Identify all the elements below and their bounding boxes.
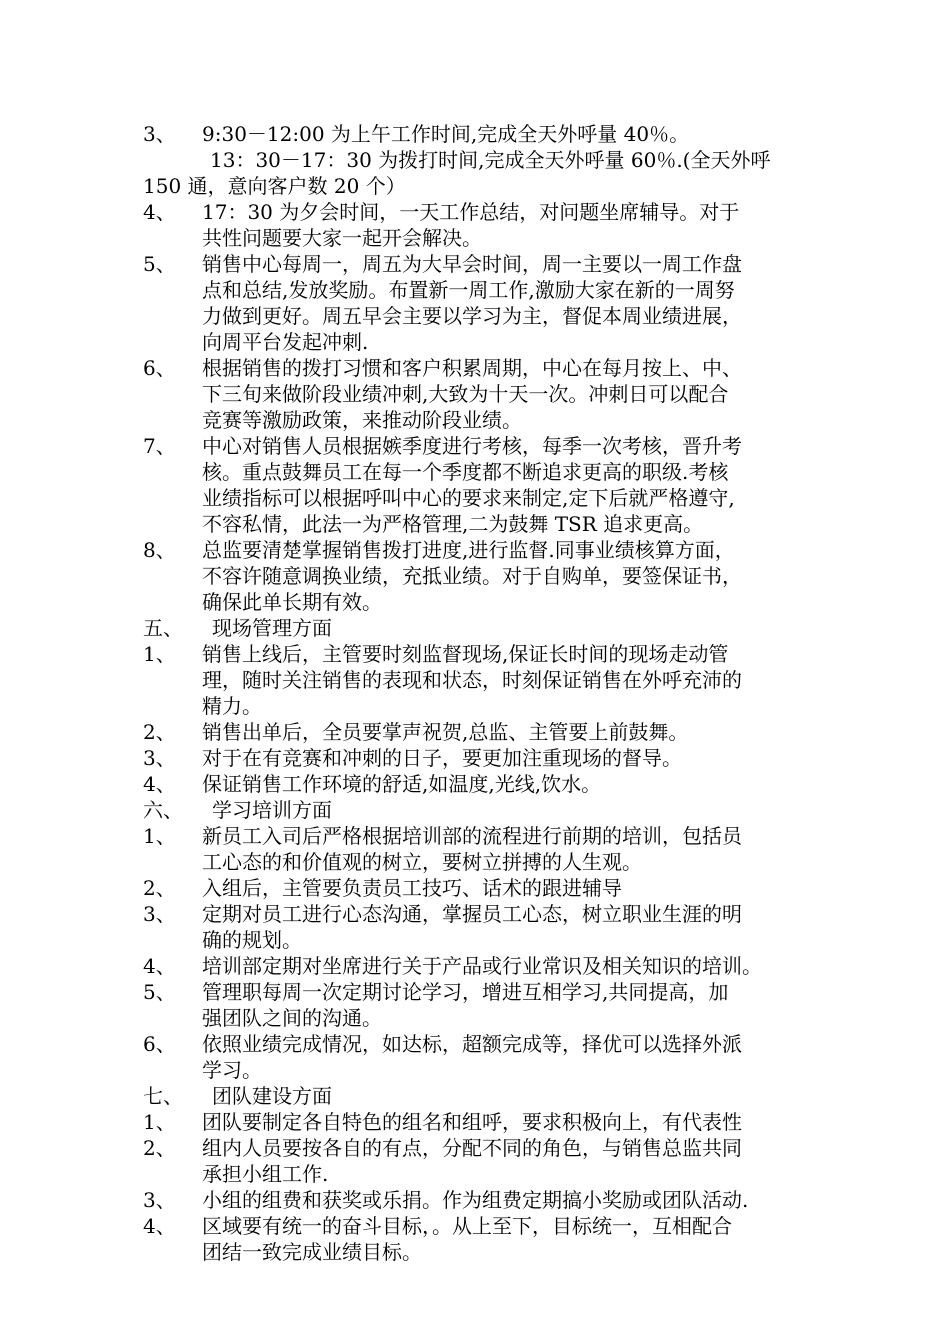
line-text: 组内人员要按各自的有点，分配不同的角色，与销售总监共同 [202,1136,742,1160]
line-text: 不容许随意调换业绩，充抵业绩。对于自购单，要签保证书， [202,564,742,588]
line-text: 团队要制定各自特色的组名和组呼，要求积极向上，有代表性 [202,1110,742,1134]
item-number: 5、 [143,980,176,1004]
section-title: 学习培训方面 [212,798,332,822]
line-text: 根据销售的拨打习惯和客户积累周期，中心在每月按上、中、 [202,356,742,380]
item-number: 1、 [143,642,176,666]
line-text: 对于在有竞赛和冲刺的日子，要更加注重现场的督导。 [202,746,682,770]
item-number: 2、 [143,876,176,900]
line-text: 力做到更好。周五早会主要以学习为主，督促本周业绩进展， [202,304,742,328]
line-text: 13：30－17：30 为拨打时间,完成全天外呼量 60％.(全天外呼 [210,148,771,172]
line-text: 总监要清楚掌握销售拨打进度,进行监督.同事业绩核算方面， [202,538,735,562]
line-text: 向周平台发起冲刺. [202,330,369,354]
line-text: 小组的组费和获奖或乐捐。作为组费定期搞小奖励或团队活动. [202,1188,749,1212]
line-text: 17：30 为夕会时间，一天工作总结，对问题坐席辅导。对于 [202,200,740,224]
line-text: 强团队之间的沟通。 [202,1006,382,1030]
line-text: 依照业绩完成情况，如达标，超额完成等，择优可以选择外派 [202,1032,742,1056]
section-title: 团队建设方面 [212,1084,332,1108]
line-text: 入组后，主管要负责员工技巧、话术的跟进辅导 [202,876,622,900]
item-number: 4、 [143,954,176,978]
line-text: 管理职每周一次定期讨论学习，增进互相学习,共同提高，加 [202,980,729,1004]
item-number: 6、 [143,1032,176,1056]
line-text: 工心态的和价值观的树立，要树立拼搏的人生观。 [202,850,642,874]
line-text: 确保此单长期有效。 [202,590,382,614]
line-text: 理，随时关注销售的表现和状态，时刻保证销售在外呼充沛的 [202,668,742,692]
section-number: 五、 [143,616,183,640]
line-text: 确的规划。 [202,928,302,952]
line-text: 团结一致完成业绩目标。 [202,1240,422,1264]
line-text: 承担小组工作. [202,1162,329,1186]
item-number: 3、 [143,122,176,146]
line-text: 销售上线后，主管要时刻监督现场,保证长时间的现场走动管 [202,642,729,666]
item-number: 5、 [143,252,176,276]
item-number: 1、 [143,824,176,848]
line-text: 保证销售工作环境的舒适,如温度,光线,饮水。 [202,772,602,796]
line-text: 中心对销售人员根据嫉季度进行考核，每季一次考核，晋升考 [202,434,742,458]
item-number: 4、 [143,1214,176,1238]
line-text: 150 通，意向客户数 20 个） [143,174,406,198]
item-number: 4、 [143,200,176,224]
line-text: 销售中心每周一，周五为大早会时间，周一主要以一周工作盘 [202,252,742,276]
item-number: 3、 [143,1188,176,1212]
line-text: 竞赛等激励政策，来推动阶段业绩。 [202,408,522,432]
item-number: 8、 [143,538,176,562]
line-text: 核。重点鼓舞员工在每一个季度都不断追求更高的职级.考核 [202,460,729,484]
line-text: 培训部定期对坐席进行关于产品或行业常识及相关知识的培训。 [202,954,762,978]
line-text: 9:30－12:00 为上午工作时间,完成全天外呼量 40％。 [202,122,690,146]
line-text: 共性问题要大家一起开会解决。 [202,226,482,250]
item-number: 2、 [143,720,176,744]
line-text: 点和总结,发放奖励。布置新一周工作,激励大家在新的一周努 [202,278,735,302]
line-text: 定期对员工进行心态沟通，掌握员工心态，树立职业生涯的明 [202,902,742,926]
line-text: 新员工入司后严格根据培训部的流程进行前期的培训，包括员 [202,824,742,848]
line-text: 业绩指标可以根据呼叫中心的要求来制定,定下后就严格遵守, [202,486,735,510]
section-title: 现场管理方面 [212,616,332,640]
section-number: 六、 [143,798,183,822]
line-text: 下三旬来做阶段业绩冲刺,大致为十天一次。冲刺日可以配合 [202,382,729,406]
line-text: 区域要有统一的奋斗目标，。从上至下，目标统一，互相配合 [202,1214,732,1238]
line-text: 不容私情，此法一为严格管理,二为鼓舞 TSR 追求更高。 [202,512,704,536]
line-text: 销售出单后，全员要掌声祝贺,总监、主管要上前鼓舞。 [202,720,689,744]
item-number: 6、 [143,356,176,380]
line-text: 学习。 [202,1058,262,1082]
item-number: 7、 [143,434,176,458]
item-number: 3、 [143,902,176,926]
item-number: 2、 [143,1136,176,1160]
item-number: 1、 [143,1110,176,1134]
section-number: 七、 [143,1084,183,1108]
line-text: 精力。 [202,694,262,718]
item-number: 3、 [143,746,176,770]
item-number: 4、 [143,772,176,796]
